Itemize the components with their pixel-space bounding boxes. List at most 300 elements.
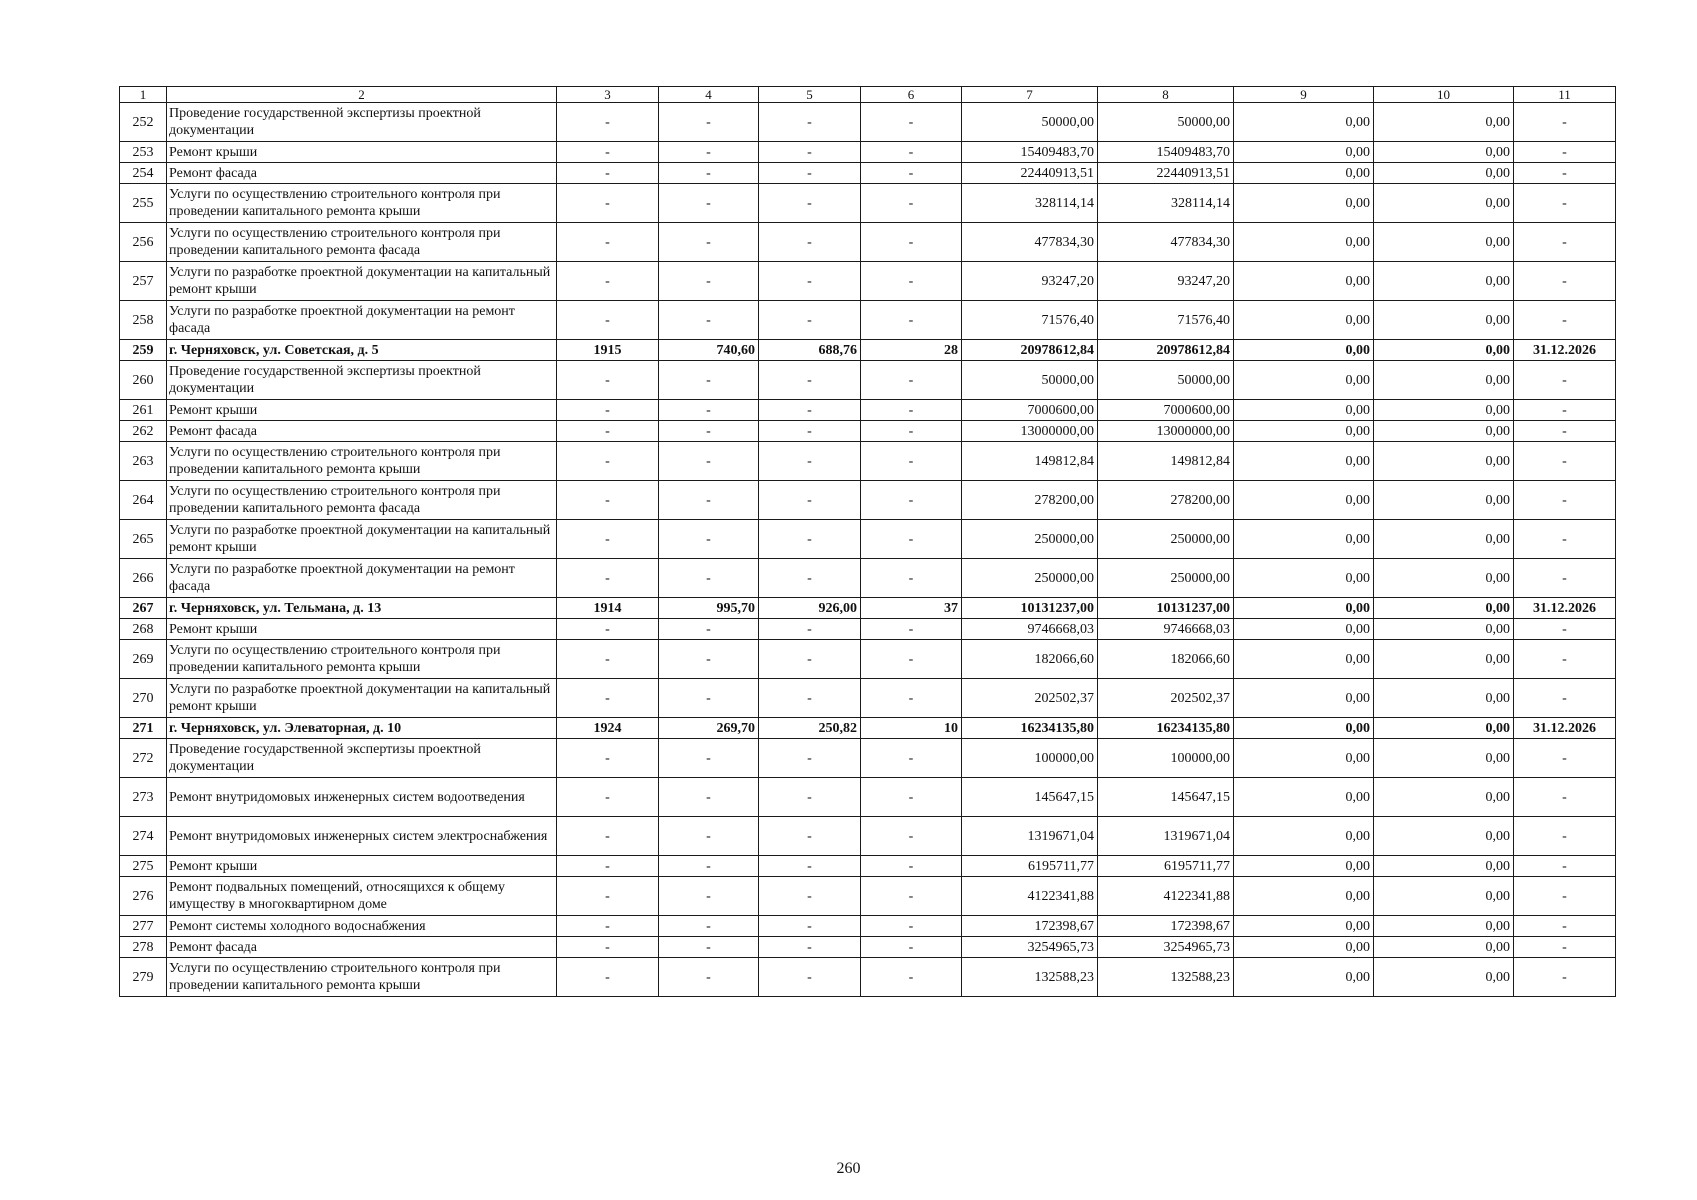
cell-col-7: 20978612,84	[962, 340, 1098, 361]
row-number: 273	[120, 778, 167, 817]
cell-col-5: -	[759, 361, 861, 400]
work-description: Услуги по разработке проектной документации на капитальный ремонт крыши	[167, 520, 557, 559]
work-description: Ремонт крыши	[167, 619, 557, 640]
cell-col-6: -	[861, 223, 962, 262]
address-row	[120, 340, 1616, 361]
cell-col-7: 10131237,00	[962, 598, 1098, 619]
row-number: 275	[120, 856, 167, 877]
work-description: Ремонт фасада	[167, 421, 557, 442]
cell-col-3: -	[557, 103, 659, 142]
cell-col-9: 0,00	[1234, 421, 1374, 442]
cell-col-5: 688,76	[759, 340, 861, 361]
cell-col-10: 0,00	[1374, 301, 1514, 340]
table-row	[120, 400, 1616, 421]
cell-col-8: 15409483,70	[1098, 142, 1234, 163]
work-description: Услуги по разработке проектной документации на ремонт фасада	[167, 301, 557, 340]
cell-col-6: -	[861, 142, 962, 163]
table-row	[120, 559, 1616, 598]
cell-col-9: 0,00	[1234, 400, 1374, 421]
cell-col-9: 0,00	[1234, 559, 1374, 598]
cell-col-6: -	[861, 640, 962, 679]
table-row	[120, 817, 1616, 856]
cell-col-3: -	[557, 421, 659, 442]
row-number: 263	[120, 442, 167, 481]
header-col-4: 4	[659, 87, 759, 103]
header-col-5: 5	[759, 87, 861, 103]
work-description: Ремонт системы холодного водоснабжения	[167, 916, 557, 937]
cell-col-4: -	[659, 520, 759, 559]
cell-col-7: 4122341,88	[962, 877, 1098, 916]
cell-col-5: -	[759, 442, 861, 481]
cell-col-7: 93247,20	[962, 262, 1098, 301]
cell-col-11: -	[1514, 679, 1616, 718]
cell-col-8: 100000,00	[1098, 739, 1234, 778]
cell-col-8: 250000,00	[1098, 559, 1234, 598]
work-description: Услуги по осуществлению строительного контроля при проведении капитального ремонта фасада	[167, 481, 557, 520]
cell-col-3: -	[557, 442, 659, 481]
cell-col-4: -	[659, 262, 759, 301]
cell-col-8: 172398,67	[1098, 916, 1234, 937]
table-row	[120, 103, 1616, 142]
cell-col-10: 0,00	[1374, 340, 1514, 361]
cell-col-6: -	[861, 361, 962, 400]
cell-col-4: -	[659, 958, 759, 997]
cell-col-8: 13000000,00	[1098, 421, 1234, 442]
header-col-3: 3	[557, 87, 659, 103]
cell-col-3: -	[557, 262, 659, 301]
cell-col-11: -	[1514, 142, 1616, 163]
work-description: Ремонт фасада	[167, 937, 557, 958]
cell-col-4: -	[659, 559, 759, 598]
cell-col-11: -	[1514, 559, 1616, 598]
cell-col-7: 16234135,80	[962, 718, 1098, 739]
cell-col-11: -	[1514, 739, 1616, 778]
table-body	[120, 87, 1616, 997]
cell-col-3: -	[557, 937, 659, 958]
table-row	[120, 877, 1616, 916]
cell-col-10: 0,00	[1374, 739, 1514, 778]
cell-col-6: -	[861, 619, 962, 640]
work-description: Проведение государственной экспертизы проектной документации	[167, 739, 557, 778]
cell-col-3: -	[557, 184, 659, 223]
cell-col-5: -	[759, 937, 861, 958]
row-number: 279	[120, 958, 167, 997]
work-description: Ремонт внутридомовых инженерных систем водоотведения	[167, 778, 557, 817]
cell-col-9: 0,00	[1234, 679, 1374, 718]
cell-col-3: -	[557, 640, 659, 679]
cell-col-4: -	[659, 817, 759, 856]
cell-col-8: 278200,00	[1098, 481, 1234, 520]
cell-col-8: 20978612,84	[1098, 340, 1234, 361]
cell-col-9: 0,00	[1234, 223, 1374, 262]
cell-col-10: 0,00	[1374, 679, 1514, 718]
cell-col-10: 0,00	[1374, 103, 1514, 142]
cell-col-4: 995,70	[659, 598, 759, 619]
cell-col-11: -	[1514, 421, 1616, 442]
cell-col-10: 0,00	[1374, 520, 1514, 559]
row-number: 278	[120, 937, 167, 958]
table-row	[120, 778, 1616, 817]
cell-col-5: -	[759, 619, 861, 640]
cell-col-11: 31.12.2026	[1514, 340, 1616, 361]
cell-col-7: 278200,00	[962, 481, 1098, 520]
row-number: 256	[120, 223, 167, 262]
row-number: 260	[120, 361, 167, 400]
address-row	[120, 598, 1616, 619]
cell-col-8: 16234135,80	[1098, 718, 1234, 739]
cell-col-5: -	[759, 184, 861, 223]
table-row	[120, 739, 1616, 778]
cell-col-4: -	[659, 877, 759, 916]
cell-col-11: -	[1514, 361, 1616, 400]
cell-col-11: -	[1514, 184, 1616, 223]
cell-col-4: -	[659, 301, 759, 340]
cell-col-7: 9746668,03	[962, 619, 1098, 640]
column-number-header	[120, 87, 1616, 103]
cell-col-5: -	[759, 223, 861, 262]
work-description: г. Черняховск, ул. Советская, д. 5	[167, 340, 557, 361]
cell-col-4: -	[659, 184, 759, 223]
work-description: Услуги по осуществлению строительного контроля при проведении капитального ремонта фасада	[167, 223, 557, 262]
cell-col-6: 28	[861, 340, 962, 361]
cell-col-7: 149812,84	[962, 442, 1098, 481]
table-row	[120, 937, 1616, 958]
header-col-9: 9	[1234, 87, 1374, 103]
cell-col-9: 0,00	[1234, 301, 1374, 340]
cell-col-9: 0,00	[1234, 916, 1374, 937]
cell-col-9: 0,00	[1234, 340, 1374, 361]
cell-col-8: 132588,23	[1098, 958, 1234, 997]
cell-col-9: 0,00	[1234, 619, 1374, 640]
row-number: 258	[120, 301, 167, 340]
cell-col-10: 0,00	[1374, 817, 1514, 856]
table-row	[120, 679, 1616, 718]
cell-col-11: -	[1514, 937, 1616, 958]
cell-col-7: 6195711,77	[962, 856, 1098, 877]
cell-col-5: -	[759, 262, 861, 301]
cell-col-6: -	[861, 916, 962, 937]
cell-col-4: -	[659, 163, 759, 184]
cell-col-11: -	[1514, 301, 1616, 340]
cell-col-9: 0,00	[1234, 739, 1374, 778]
cell-col-5: 250,82	[759, 718, 861, 739]
cell-col-6: 10	[861, 718, 962, 739]
row-number: 266	[120, 559, 167, 598]
cell-col-5: -	[759, 520, 861, 559]
cell-col-9: 0,00	[1234, 958, 1374, 997]
cell-col-6: -	[861, 958, 962, 997]
table-row	[120, 916, 1616, 937]
cell-col-9: 0,00	[1234, 142, 1374, 163]
row-number: 261	[120, 400, 167, 421]
table-row	[120, 223, 1616, 262]
row-number: 267	[120, 598, 167, 619]
cell-col-3: -	[557, 520, 659, 559]
row-number: 262	[120, 421, 167, 442]
cell-col-4: -	[659, 619, 759, 640]
header-col-11: 11	[1514, 87, 1616, 103]
cell-col-7: 202502,37	[962, 679, 1098, 718]
cell-col-6: -	[861, 400, 962, 421]
cell-col-8: 328114,14	[1098, 184, 1234, 223]
cell-col-10: 0,00	[1374, 619, 1514, 640]
cell-col-7: 132588,23	[962, 958, 1098, 997]
cell-col-3: -	[557, 778, 659, 817]
cell-col-8: 50000,00	[1098, 361, 1234, 400]
cell-col-3: 1914	[557, 598, 659, 619]
cell-col-11: -	[1514, 223, 1616, 262]
cell-col-6: -	[861, 739, 962, 778]
cell-col-6: -	[861, 184, 962, 223]
work-description: г. Черняховск, ул. Тельмана, д. 13	[167, 598, 557, 619]
cell-col-7: 172398,67	[962, 916, 1098, 937]
row-number: 270	[120, 679, 167, 718]
cell-col-9: 0,00	[1234, 520, 1374, 559]
cell-col-4: -	[659, 481, 759, 520]
cell-col-3: -	[557, 301, 659, 340]
cell-col-3: -	[557, 856, 659, 877]
cell-col-6: -	[861, 520, 962, 559]
work-description: Ремонт крыши	[167, 400, 557, 421]
cell-col-11: 31.12.2026	[1514, 718, 1616, 739]
cell-col-3: -	[557, 163, 659, 184]
cell-col-5: 926,00	[759, 598, 861, 619]
table-row	[120, 163, 1616, 184]
cell-col-9: 0,00	[1234, 856, 1374, 877]
cell-col-10: 0,00	[1374, 856, 1514, 877]
cell-col-5: -	[759, 958, 861, 997]
cell-col-9: 0,00	[1234, 718, 1374, 739]
table-row	[120, 520, 1616, 559]
row-number: 252	[120, 103, 167, 142]
work-description: Услуги по осуществлению строительного контроля при проведении капитального ремонта крыши	[167, 442, 557, 481]
cell-col-6: -	[861, 421, 962, 442]
cell-col-5: -	[759, 400, 861, 421]
work-description: Услуги по осуществлению строительного контроля при проведении капитального ремонта крыши	[167, 958, 557, 997]
header-col-10: 10	[1374, 87, 1514, 103]
capital-repair-table	[119, 86, 1616, 997]
row-number: 272	[120, 739, 167, 778]
row-number: 265	[120, 520, 167, 559]
cell-col-7: 250000,00	[962, 559, 1098, 598]
cell-col-4: -	[659, 442, 759, 481]
cell-col-9: 0,00	[1234, 778, 1374, 817]
work-description: Ремонт внутридомовых инженерных систем электроснабжения	[167, 817, 557, 856]
cell-col-8: 1319671,04	[1098, 817, 1234, 856]
table-row	[120, 262, 1616, 301]
cell-col-10: 0,00	[1374, 877, 1514, 916]
work-description: Проведение государственной экспертизы проектной документации	[167, 103, 557, 142]
cell-col-11: -	[1514, 520, 1616, 559]
cell-col-6: -	[861, 778, 962, 817]
cell-col-4: -	[659, 421, 759, 442]
cell-col-11: -	[1514, 262, 1616, 301]
cell-col-9: 0,00	[1234, 817, 1374, 856]
cell-col-8: 22440913,51	[1098, 163, 1234, 184]
work-description: Ремонт крыши	[167, 856, 557, 877]
cell-col-5: -	[759, 916, 861, 937]
row-number: 269	[120, 640, 167, 679]
cell-col-6: -	[861, 163, 962, 184]
cell-col-6: 37	[861, 598, 962, 619]
header-col-8: 8	[1098, 87, 1234, 103]
table-row	[120, 481, 1616, 520]
cell-col-4: -	[659, 937, 759, 958]
cell-col-10: 0,00	[1374, 958, 1514, 997]
cell-col-11: -	[1514, 778, 1616, 817]
cell-col-11: -	[1514, 442, 1616, 481]
cell-col-10: 0,00	[1374, 718, 1514, 739]
cell-col-6: -	[861, 679, 962, 718]
cell-col-5: -	[759, 421, 861, 442]
cell-col-8: 6195711,77	[1098, 856, 1234, 877]
cell-col-5: -	[759, 778, 861, 817]
cell-col-7: 145647,15	[962, 778, 1098, 817]
cell-col-11: -	[1514, 103, 1616, 142]
cell-col-10: 0,00	[1374, 421, 1514, 442]
cell-col-10: 0,00	[1374, 778, 1514, 817]
header-col-6: 6	[861, 87, 962, 103]
cell-col-10: 0,00	[1374, 598, 1514, 619]
cell-col-6: -	[861, 877, 962, 916]
cell-col-8: 3254965,73	[1098, 937, 1234, 958]
row-number: 257	[120, 262, 167, 301]
cell-col-11: -	[1514, 400, 1616, 421]
cell-col-3: -	[557, 958, 659, 997]
cell-col-5: -	[759, 481, 861, 520]
work-description: Ремонт подвальных помещений, относящихся к общему имуществу в многоквартирном доме	[167, 877, 557, 916]
cell-col-4: 740,60	[659, 340, 759, 361]
cell-col-10: 0,00	[1374, 559, 1514, 598]
table-row	[120, 421, 1616, 442]
cell-col-4: -	[659, 103, 759, 142]
cell-col-6: -	[861, 856, 962, 877]
cell-col-6: -	[861, 817, 962, 856]
row-number: 271	[120, 718, 167, 739]
header-col-2: 2	[167, 87, 557, 103]
cell-col-4: -	[659, 739, 759, 778]
cell-col-3: -	[557, 916, 659, 937]
cell-col-7: 22440913,51	[962, 163, 1098, 184]
cell-col-3: 1924	[557, 718, 659, 739]
cell-col-8: 7000600,00	[1098, 400, 1234, 421]
cell-col-8: 4122341,88	[1098, 877, 1234, 916]
cell-col-5: -	[759, 817, 861, 856]
row-number: 255	[120, 184, 167, 223]
cell-col-11: -	[1514, 817, 1616, 856]
work-description: г. Черняховск, ул. Элеваторная, д. 10	[167, 718, 557, 739]
row-number: 276	[120, 877, 167, 916]
cell-col-7: 477834,30	[962, 223, 1098, 262]
row-number: 264	[120, 481, 167, 520]
header-col-1: 1	[120, 87, 167, 103]
cell-col-4: -	[659, 856, 759, 877]
cell-col-10: 0,00	[1374, 640, 1514, 679]
cell-col-5: -	[759, 856, 861, 877]
cell-col-3: -	[557, 142, 659, 163]
cell-col-4: -	[659, 400, 759, 421]
cell-col-3: -	[557, 361, 659, 400]
cell-col-3: -	[557, 559, 659, 598]
cell-col-5: -	[759, 301, 861, 340]
cell-col-6: -	[861, 559, 962, 598]
cell-col-11: -	[1514, 856, 1616, 877]
work-description: Услуги по разработке проектной документации на ремонт фасада	[167, 559, 557, 598]
row-number: 268	[120, 619, 167, 640]
cell-col-11: -	[1514, 877, 1616, 916]
cell-col-10: 0,00	[1374, 223, 1514, 262]
cell-col-3: -	[557, 223, 659, 262]
cell-col-10: 0,00	[1374, 361, 1514, 400]
row-number: 277	[120, 916, 167, 937]
cell-col-7: 182066,60	[962, 640, 1098, 679]
work-description: Услуги по разработке проектной документации на капитальный ремонт крыши	[167, 262, 557, 301]
cell-col-9: 0,00	[1234, 481, 1374, 520]
table-row	[120, 958, 1616, 997]
cell-col-10: 0,00	[1374, 262, 1514, 301]
cell-col-4: -	[659, 679, 759, 718]
cell-col-10: 0,00	[1374, 481, 1514, 520]
cell-col-11: -	[1514, 163, 1616, 184]
cell-col-3: -	[557, 619, 659, 640]
cell-col-11: 31.12.2026	[1514, 598, 1616, 619]
work-description: Ремонт фасада	[167, 163, 557, 184]
cell-col-9: 0,00	[1234, 937, 1374, 958]
cell-col-5: -	[759, 679, 861, 718]
cell-col-4: -	[659, 916, 759, 937]
cell-col-9: 0,00	[1234, 640, 1374, 679]
cell-col-7: 328114,14	[962, 184, 1098, 223]
cell-col-8: 477834,30	[1098, 223, 1234, 262]
table-row	[120, 640, 1616, 679]
cell-col-7: 50000,00	[962, 361, 1098, 400]
table-row	[120, 361, 1616, 400]
cell-col-7: 50000,00	[962, 103, 1098, 142]
table-row	[120, 142, 1616, 163]
cell-col-10: 0,00	[1374, 442, 1514, 481]
cell-col-4: 269,70	[659, 718, 759, 739]
cell-col-8: 71576,40	[1098, 301, 1234, 340]
cell-col-7: 250000,00	[962, 520, 1098, 559]
table-row	[120, 619, 1616, 640]
cell-col-8: 250000,00	[1098, 520, 1234, 559]
row-number: 259	[120, 340, 167, 361]
cell-col-8: 202502,37	[1098, 679, 1234, 718]
cell-col-5: -	[759, 163, 861, 184]
cell-col-10: 0,00	[1374, 937, 1514, 958]
cell-col-7: 100000,00	[962, 739, 1098, 778]
cell-col-5: -	[759, 103, 861, 142]
cell-col-7: 15409483,70	[962, 142, 1098, 163]
cell-col-9: 0,00	[1234, 262, 1374, 301]
work-description: Услуги по осуществлению строительного контроля при проведении капитального ремонта крыши	[167, 640, 557, 679]
table-row	[120, 184, 1616, 223]
cell-col-3: -	[557, 739, 659, 778]
cell-col-3: 1915	[557, 340, 659, 361]
table-row	[120, 856, 1616, 877]
work-description: Проведение государственной экспертизы проектной документации	[167, 361, 557, 400]
cell-col-9: 0,00	[1234, 103, 1374, 142]
work-description: Услуги по осуществлению строительного контроля при проведении капитального ремонта крыши	[167, 184, 557, 223]
cell-col-8: 10131237,00	[1098, 598, 1234, 619]
cell-col-9: 0,00	[1234, 361, 1374, 400]
cell-col-8: 50000,00	[1098, 103, 1234, 142]
page-number: 260	[836, 1160, 861, 1177]
cell-col-4: -	[659, 361, 759, 400]
cell-col-7: 3254965,73	[962, 937, 1098, 958]
cell-col-4: -	[659, 640, 759, 679]
table-row	[120, 442, 1616, 481]
